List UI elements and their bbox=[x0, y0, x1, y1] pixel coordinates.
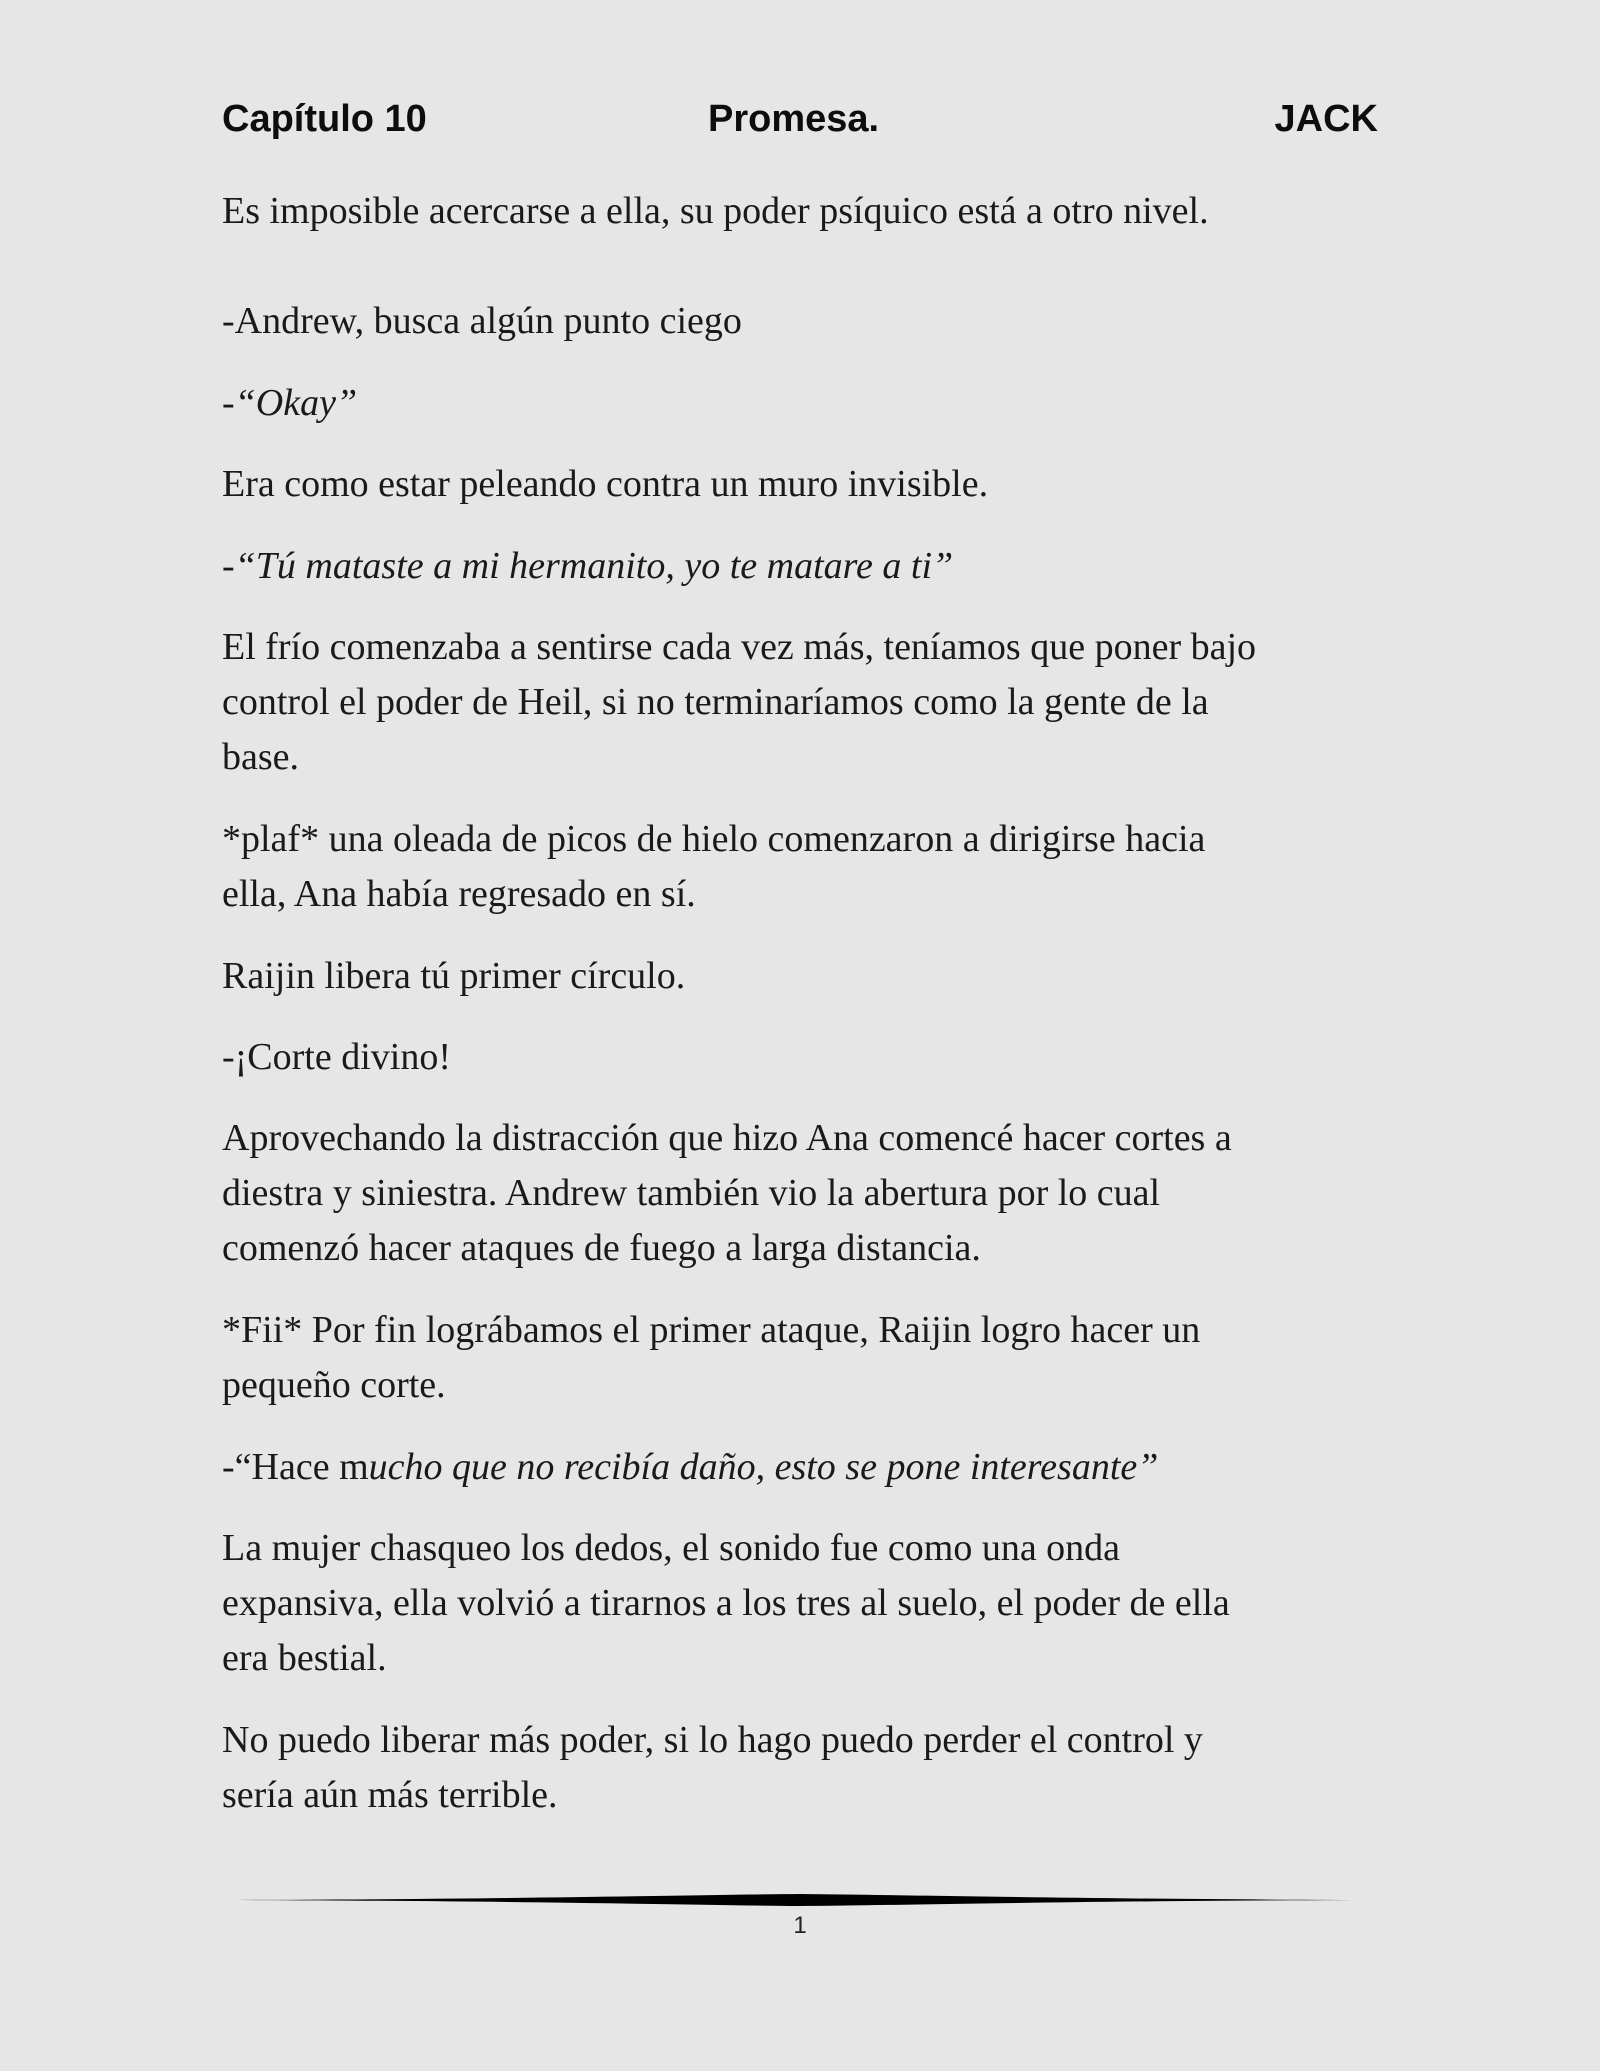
paragraph bbox=[222, 1303, 1200, 1413]
paragraph bbox=[222, 294, 742, 349]
dialogue-text: “Okay” bbox=[234, 382, 358, 424]
text-line: El frío comenzaba a sentirse cada vez más, teníamos que poner bajo bbox=[222, 626, 1257, 668]
paragraph bbox=[222, 620, 1256, 785]
paragraph bbox=[222, 457, 988, 512]
text-line: base. bbox=[222, 736, 300, 778]
text-line: pequeño corte. bbox=[222, 1364, 446, 1406]
dialogue-text-plain: “Hace m bbox=[234, 1446, 369, 1488]
paragraph bbox=[222, 1030, 451, 1085]
paragraph bbox=[222, 949, 685, 1004]
text-line: Aprovechando la distracción que hizo Ana comencé hacer cortes a bbox=[222, 1117, 1232, 1159]
text-line: Raijin libera tú primer círculo. bbox=[222, 955, 686, 997]
dialogue-dash: - bbox=[222, 1446, 235, 1488]
text-line: -Andrew, busca algún punto ciego bbox=[222, 300, 742, 342]
text-line: ella, Ana había regresado en sí. bbox=[222, 873, 696, 915]
text-line: diestra y siniestra. Andrew también vio la abertura por lo cual bbox=[222, 1172, 1161, 1214]
text-line: control el poder de Heil, si no terminaríamos como la gente de la bbox=[222, 681, 1209, 723]
text-line: era bestial. bbox=[222, 1637, 387, 1679]
author-name: JACK bbox=[1274, 98, 1378, 140]
dialogue-line bbox=[222, 1440, 1158, 1495]
dialogue-dash: - bbox=[222, 382, 235, 424]
dialogue-line bbox=[222, 376, 357, 431]
footer-divider bbox=[236, 1892, 1364, 1908]
dialogue-line bbox=[222, 539, 953, 594]
chapter-label: Capítulo 10 bbox=[222, 98, 427, 140]
text-line: sería aún más terrible. bbox=[222, 1774, 558, 1816]
dialogue-text: “Tú mataste a mi hermanito, yo te matare a ti” bbox=[234, 545, 954, 587]
text-line: Es imposible acercarse a ella, su poder psíquico está a otro nivel. bbox=[222, 190, 1209, 232]
text-line: comenzó hacer ataques de fuego a larga distancia. bbox=[222, 1227, 981, 1269]
paragraph bbox=[222, 1713, 1203, 1823]
text-line: *Fii* Por fin lográbamos el primer ataque, Raijin logro hacer un bbox=[222, 1309, 1201, 1351]
dialogue-text: ucho que no recibía daño, esto se pone interesante” bbox=[368, 1446, 1159, 1488]
paragraph bbox=[222, 1521, 1230, 1686]
dialogue-dash: - bbox=[222, 545, 235, 587]
paragraph bbox=[222, 1111, 1232, 1276]
chapter-title: Promesa. bbox=[708, 98, 880, 140]
paragraph bbox=[222, 812, 1205, 922]
body-text bbox=[222, 0, 1378, 1880]
text-line: *plaf* una oleada de picos de hielo comenzaron a dirigirse hacia bbox=[222, 818, 1206, 860]
text-line: La mujer chasqueo los dedos, el sonido fue como una onda bbox=[222, 1527, 1121, 1569]
page-number: 1 bbox=[793, 1912, 807, 1939]
paragraph bbox=[222, 184, 1209, 239]
text-line: -¡Corte divino! bbox=[222, 1036, 452, 1078]
text-line: expansiva, ella volvió a tirarnos a los tres al suelo, el poder de ella bbox=[222, 1582, 1230, 1624]
text-line: Era como estar peleando contra un muro invisible. bbox=[222, 463, 989, 505]
text-line: No puedo liberar más poder, si lo hago puedo perder el control y bbox=[222, 1719, 1203, 1761]
